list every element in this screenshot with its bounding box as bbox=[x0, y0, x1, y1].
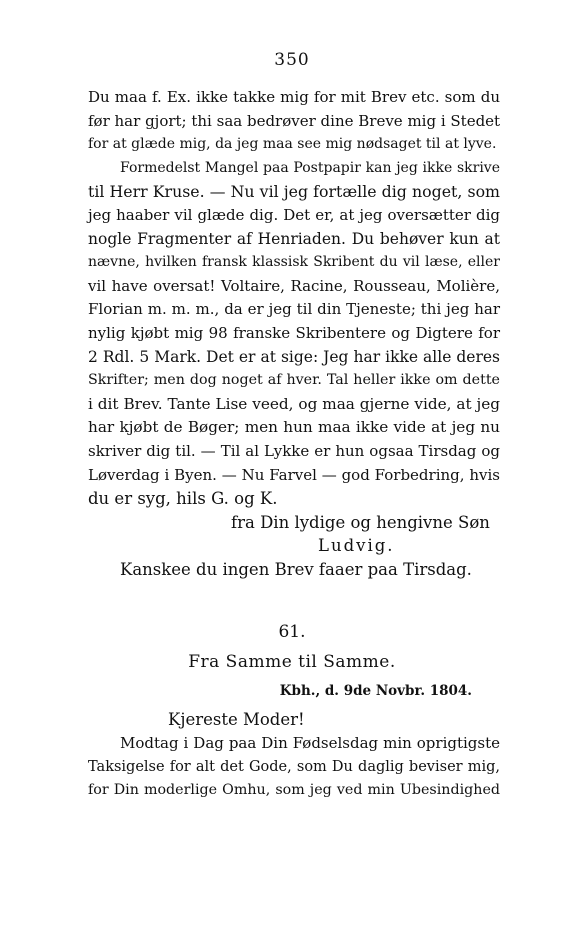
text-line: for at glæde mig, da jeg maa see mig nødsaget til at lyve. bbox=[88, 136, 497, 153]
text-line: til Herr Kruse. — Nu vil jeg fortælle dig noget, som bbox=[88, 182, 500, 202]
text-line: Skrifter; men dog noget af hver. Tal heller ikke om dette bbox=[88, 372, 500, 389]
text-line: Formedelst Mangel paa Postpapir kan jeg ikke skrive bbox=[120, 159, 500, 176]
letter-heading: Fra Samme til Samme. bbox=[188, 652, 396, 672]
postscript: Kanskee du ingen Brev faaer paa Tirsdag. bbox=[120, 559, 472, 579]
salutation: Kjereste Moder! bbox=[168, 710, 305, 729]
text-line: nylig kjøbt mig 98 franske Skribentere og Digtere for bbox=[88, 323, 500, 342]
text-line: vil have oversat! Voltaire, Racine, Rousseau, Molière, bbox=[88, 276, 500, 295]
text-line: du er syg, hils G. og K. bbox=[88, 489, 278, 509]
text-line: Modtag i Dag paa Din Fødselsdag min oprigtigste bbox=[120, 734, 500, 752]
letter-body bbox=[88, 708, 500, 803]
letter-body-continued bbox=[88, 86, 500, 581]
page-number: 350 bbox=[274, 50, 310, 70]
text-line: har kjøbt de Bøger; men hun maa ikke vide at jeg nu bbox=[88, 418, 500, 437]
signature: Ludvig. bbox=[318, 536, 395, 556]
text-line: Du maa f. Ex. ikke takke mig for mit Brev etc. som du bbox=[88, 88, 500, 106]
text-line: i dit Brev. Tante Lise veed, og maa gjerne vide, at jeg bbox=[88, 394, 500, 413]
text-line: jeg haaber vil glæde dig. Det er, at jeg oversætter dig bbox=[88, 205, 500, 224]
text-line: nogle Fragmenter af Henriaden. Du behøver kun at bbox=[88, 229, 500, 248]
text-line: Taksigelse for alt det Gode, som Du daglig beviser mig, bbox=[88, 758, 500, 775]
letter-date: Kbh., d. 9de Novbr. 1804. bbox=[279, 683, 472, 699]
text-line: Florian m. m. m., da er jeg til din Tjeneste; thi jeg har bbox=[88, 300, 500, 319]
text-line: skriver dig til. — Til al Lykke er hun ogsaa Tirsdag og bbox=[88, 441, 500, 460]
letter-number: 61. bbox=[278, 622, 306, 642]
text-line: 2 Rdl. 5 Mark. Det er at sige: Jeg har ikke alle deres bbox=[88, 347, 500, 366]
text-line: før har gjort; thi saa bedrøver dine Breve mig i Stedet bbox=[88, 111, 501, 130]
text-line: nævne, hvilken fransk klassisk Skribent du vil læse, eller bbox=[88, 254, 500, 271]
text-line: for Din moderlige Omhu, som jeg ved min Ubesindighed bbox=[88, 782, 500, 799]
closing-line: fra Din lydige og hengivne Søn bbox=[231, 512, 490, 532]
text-line: Løverdag i Byen. — Nu Farvel — god Forbedring, hvis bbox=[88, 465, 500, 484]
